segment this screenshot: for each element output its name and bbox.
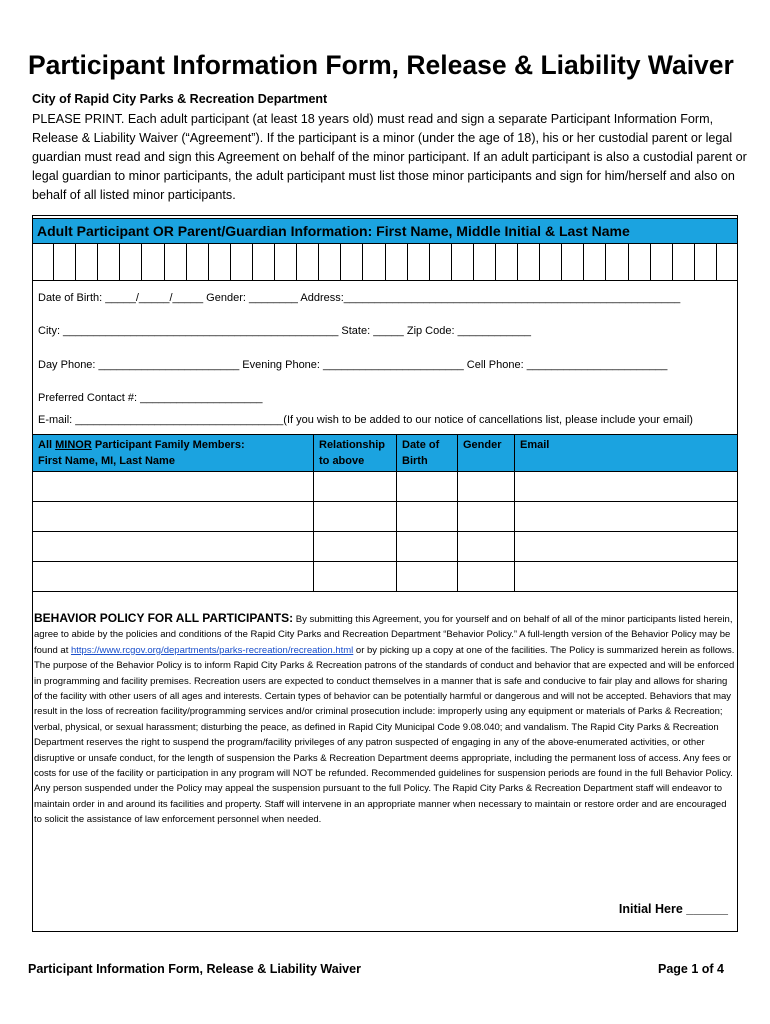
minor-table-header-row — [33, 435, 738, 472]
name-letter-box[interactable] — [474, 244, 496, 280]
col-minor-name-line2: First Name, MI, Last Name — [38, 455, 175, 467]
minor-cell[interactable] — [314, 472, 397, 502]
behavior-policy-heading: BEHAVIOR POLICY FOR ALL PARTICIPANTS: — [34, 611, 294, 625]
col-relationship — [314, 435, 397, 472]
name-letter-box[interactable] — [297, 244, 319, 280]
col-dob-line2: Birth — [402, 455, 428, 467]
name-letter-box[interactable] — [120, 244, 142, 280]
name-letter-box[interactable] — [319, 244, 341, 280]
col-dob — [397, 435, 458, 472]
name-letter-box[interactable] — [584, 244, 606, 280]
col-gender: Gender — [458, 435, 515, 472]
behavior-text-2: or by picking up a copy at one of the facilities. The Policy is summarized herein as follows. The purpose of the Behavior Policy is to inform Rapid City Parks & Recreation patrons of the standards of conduct and behavior that are expected and will be enforced in programming and facility premises. Recreation users are expected to conduct themselves in a manner that is safe and conducive to fair play and allows for sharing of the facility with other users of all ages and interests. Certain types of behavior can be potentially harmful or dangerous and will not be accepted. Behaviors that may result in the loss of recreation facility/programming services and/or criminal prosecution include: improperly using any equipment or materials of Parks & Recreation; verbal, physical, or sexual harassment; disturbing the peace, as defined in Rapid City Municipal Code 9.08.040; and vandalism. The Rapid City Parks & Recreation Department reserves the right to suspend the program/facility privileges of any patron suspected of engaging in any of the above-enumerated activities, or other disruptive or unsafe conduct, for the length of suspension the Parks & Recreation Department deems appropriate, including the permanent loss of access. Any fees or costs for use of the facility or participation in any program will NOT be refunded. Recommended guidelines for suspension periods are found in the full Behavior Policy. Any person suspended under the Policy may appeal the suspension pursuant to the full Policy. The Rapid City Parks & Recreation Department staff will endeavor to maintain order in and around its facilities and property. Staff will intervene in an appropriate manner when necessary to maintain or restore order and are encouraged to solicit the assistance of law enforcement personnel when needed. — [34, 644, 735, 826]
name-letter-box[interactable] — [452, 244, 474, 280]
minor-cell[interactable] — [397, 472, 458, 502]
name-letter-box[interactable] — [54, 244, 76, 280]
col-minor-name-pre: All — [38, 439, 56, 451]
name-letter-box[interactable] — [606, 244, 628, 280]
name-letter-box[interactable] — [253, 244, 275, 280]
minor-cell[interactable] — [33, 502, 314, 532]
minor-cell[interactable] — [397, 502, 458, 532]
minor-cell[interactable] — [314, 562, 397, 592]
name-letter-box[interactable] — [32, 244, 54, 280]
name-letter-box[interactable] — [363, 244, 385, 280]
name-letter-box[interactable] — [430, 244, 452, 280]
behavior-policy — [34, 611, 736, 828]
minor-row — [33, 472, 738, 502]
name-letter-box[interactable] — [98, 244, 120, 280]
name-letter-box[interactable] — [142, 244, 164, 280]
minor-cell[interactable] — [314, 532, 397, 562]
col-relationship-line2: to above — [319, 455, 365, 467]
minor-participants-table — [32, 434, 738, 592]
initial-here-field[interactable]: Initial Here ______ — [618, 902, 728, 916]
name-letter-box[interactable] — [386, 244, 408, 280]
minor-cell[interactable] — [515, 532, 738, 562]
minor-row — [33, 532, 738, 562]
minor-cell[interactable] — [515, 472, 738, 502]
minor-cell[interactable] — [33, 532, 314, 562]
col-email: Email — [515, 435, 738, 472]
minor-cell[interactable] — [458, 562, 515, 592]
col-minor-emphasis: MINOR — [55, 439, 92, 451]
minor-cell[interactable] — [458, 532, 515, 562]
minor-cell[interactable] — [458, 472, 515, 502]
behavior-policy-link[interactable]: https://www.rcgov.org/departments/parks-recreation/recreation.html — [70, 644, 354, 656]
name-letter-box[interactable] — [76, 244, 98, 280]
page-title: Participant Information Form, Release & Liability Waiver — [28, 50, 734, 80]
name-letter-box[interactable] — [673, 244, 695, 280]
name-letter-box[interactable] — [717, 244, 738, 280]
col-dob-line1: Date of — [402, 439, 440, 451]
col-relationship-line1: Relationship — [319, 439, 386, 451]
page-number: Page 1 of 4 — [658, 962, 724, 976]
col-minor-name-post: Participant Family Members: — [91, 439, 245, 451]
minor-cell[interactable] — [314, 502, 397, 532]
name-entry-boxes — [32, 244, 738, 281]
minor-cell[interactable] — [397, 562, 458, 592]
name-letter-box[interactable] — [496, 244, 518, 280]
name-letter-box[interactable] — [275, 244, 297, 280]
minor-cell[interactable] — [397, 532, 458, 562]
col-minor-name — [33, 435, 314, 472]
name-letter-box[interactable] — [651, 244, 673, 280]
name-letter-box[interactable] — [695, 244, 717, 280]
behavior-text-1: By submitting this Agreement, you for yourself and on behalf of all of the minor participants listed herein, agree to abide by the policies and conditions of the Rapid City Parks and Recreation Department “Behavior Policy.” A full-length version of the Behavior Policy may be found at — [34, 614, 733, 656]
minor-row — [33, 562, 738, 592]
minor-cell[interactable] — [33, 472, 314, 502]
city-state-zip-line[interactable]: City: _____________________________________________ State: _____ Zip Code: ____________ — [38, 325, 532, 337]
minor-cell[interactable] — [33, 562, 314, 592]
minor-cell[interactable] — [515, 562, 738, 592]
department-name: City of Rapid City Parks & Recreation Department — [32, 92, 328, 106]
phone-line[interactable]: Day Phone: _______________________ Evening Phone: _______________________ Cell Phone: _______________________ — [38, 359, 668, 371]
minor-cell[interactable] — [515, 502, 738, 532]
name-letter-box[interactable] — [629, 244, 651, 280]
name-letter-box[interactable] — [187, 244, 209, 280]
name-letter-box[interactable] — [518, 244, 540, 280]
name-letter-box[interactable] — [540, 244, 562, 280]
dob-gender-address-line[interactable]: Date of Birth: _____/_____/_____ Gender: ________ Address:_______________________________________________________ — [38, 292, 681, 304]
intro-instructions: PLEASE PRINT. Each adult participant (at least 18 years old) must read and sign a separate Participant Information Form, Release & Liability Waiver (“Agreement”). If the participant is a minor (under the age of 18), his or her custodial parent or legal guardian must read and sign this Agreement on behalf of the minor participant. If an adult participant is also a custodial parent or legal guardian to minor participants, the adult participant must list those minor participants and sign for him/herself and also on behalf of all listed minor participants. — [32, 112, 747, 202]
minor-cell[interactable] — [458, 502, 515, 532]
minor-row — [33, 502, 738, 532]
name-letter-box[interactable] — [408, 244, 430, 280]
preferred-contact-line[interactable]: Preferred Contact #: ____________________ — [38, 392, 263, 404]
name-letter-box[interactable] — [231, 244, 253, 280]
name-letter-box[interactable] — [209, 244, 231, 280]
email-line[interactable]: E-mail: __________________________________(If you wish to be added to our notice of cancellations list, please include your email) — [38, 414, 693, 426]
name-letter-box[interactable] — [165, 244, 187, 280]
adult-section-header: Adult Participant OR Parent/Guardian Information: First Name, Middle Initial & Last Name — [32, 218, 738, 244]
name-letter-box[interactable] — [562, 244, 584, 280]
name-letter-box[interactable] — [341, 244, 363, 280]
footer-title: Participant Information Form, Release & Liability Waiver — [28, 962, 361, 976]
